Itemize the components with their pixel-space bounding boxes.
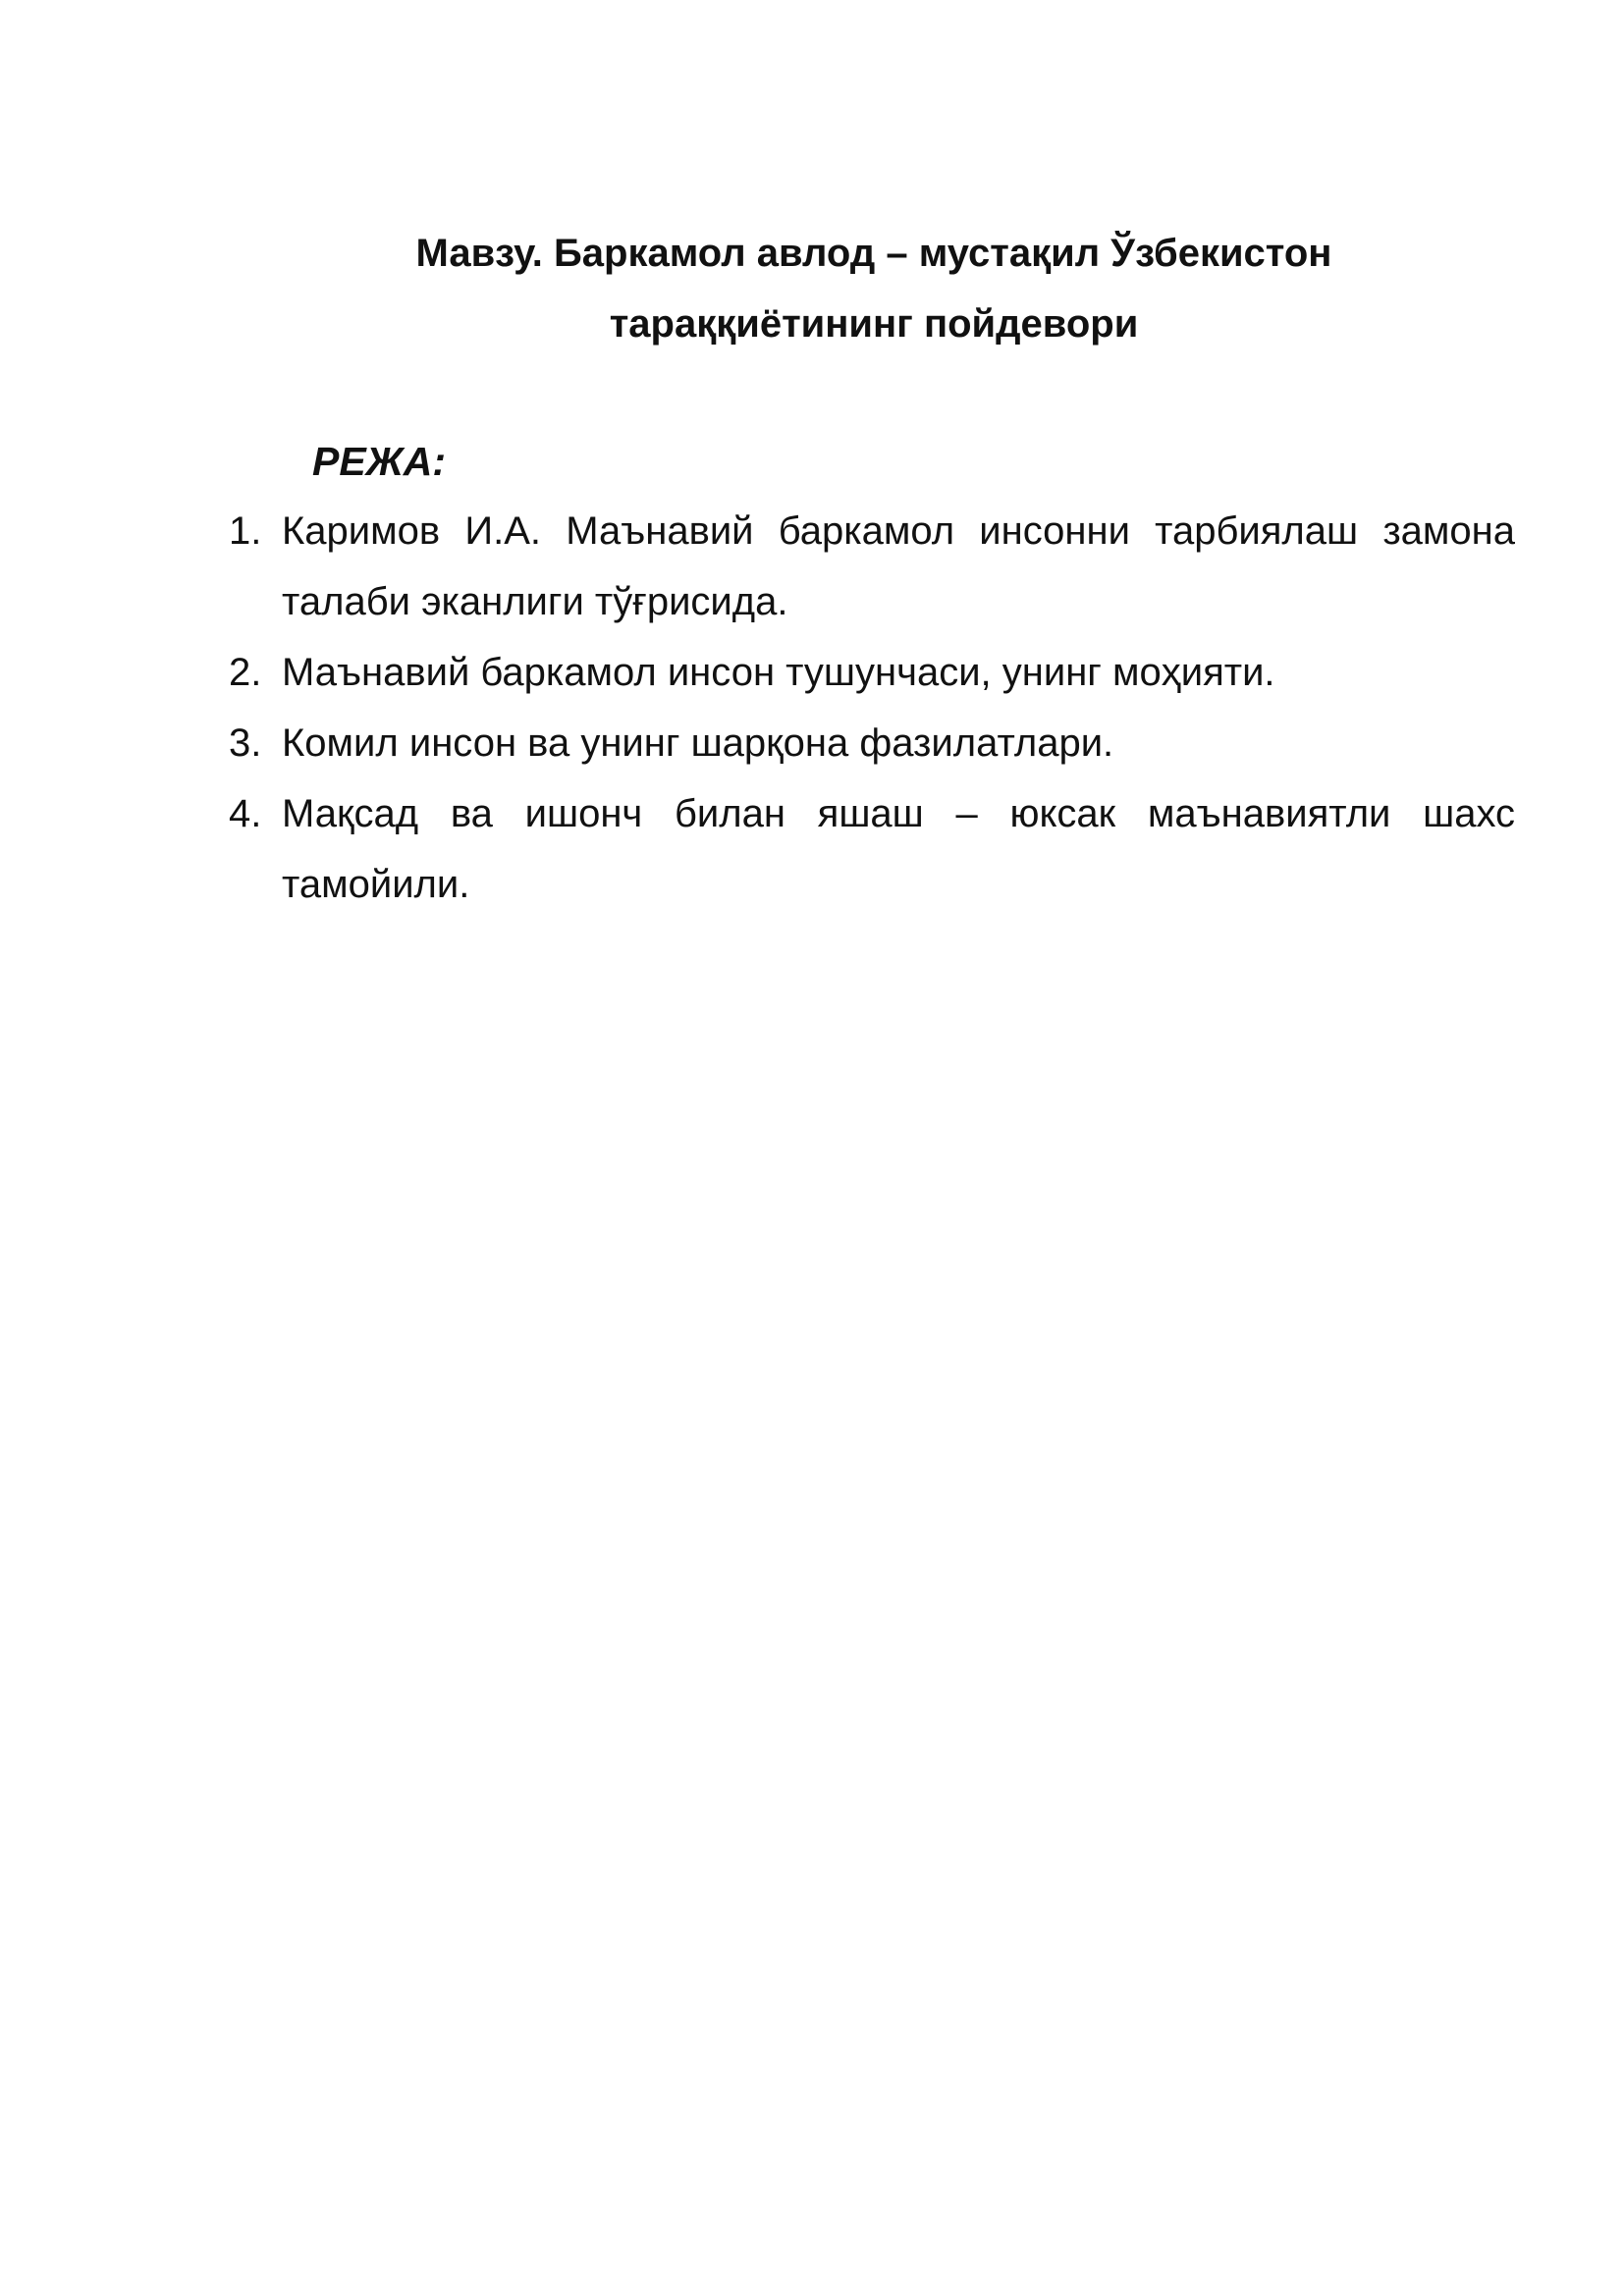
plan-item-text: Каримов И.А. Маънавий баркамол инсонни тарбиялаш замона талаби эканлиги тўғрисида. — [282, 509, 1515, 623]
plan-item-1 — [229, 496, 1515, 637]
plan-item-2 — [229, 637, 1515, 708]
title-line-2: тараққиётининг пойдевори — [609, 302, 1139, 346]
plan-item-text: Комил инсон ва унинг шарқона фазилатлари. — [282, 721, 1114, 765]
plan-item-text: Маънавий баркамол инсон тушунчаси, унинг моҳияти. — [282, 651, 1275, 694]
plan-item-4 — [229, 778, 1515, 920]
plan-item-3 — [229, 708, 1515, 778]
plan-item-number: 3. — [229, 721, 262, 765]
plan-list — [229, 496, 1515, 920]
plan-item-number: 2. — [229, 651, 262, 694]
plan-item-text: Мақсад ва ишонч билан яшаш – юксак маънавиятли шахс тамойили. — [282, 792, 1515, 906]
plan-heading: РЕЖА: — [312, 439, 446, 484]
document-title — [236, 218, 1512, 359]
plan-item-number: 1. — [229, 509, 262, 553]
plan-item-number: 4. — [229, 792, 262, 835]
title-line-1: Мавзу. Баркамол авлод – мустақил Ўзбекистон — [415, 232, 1332, 275]
